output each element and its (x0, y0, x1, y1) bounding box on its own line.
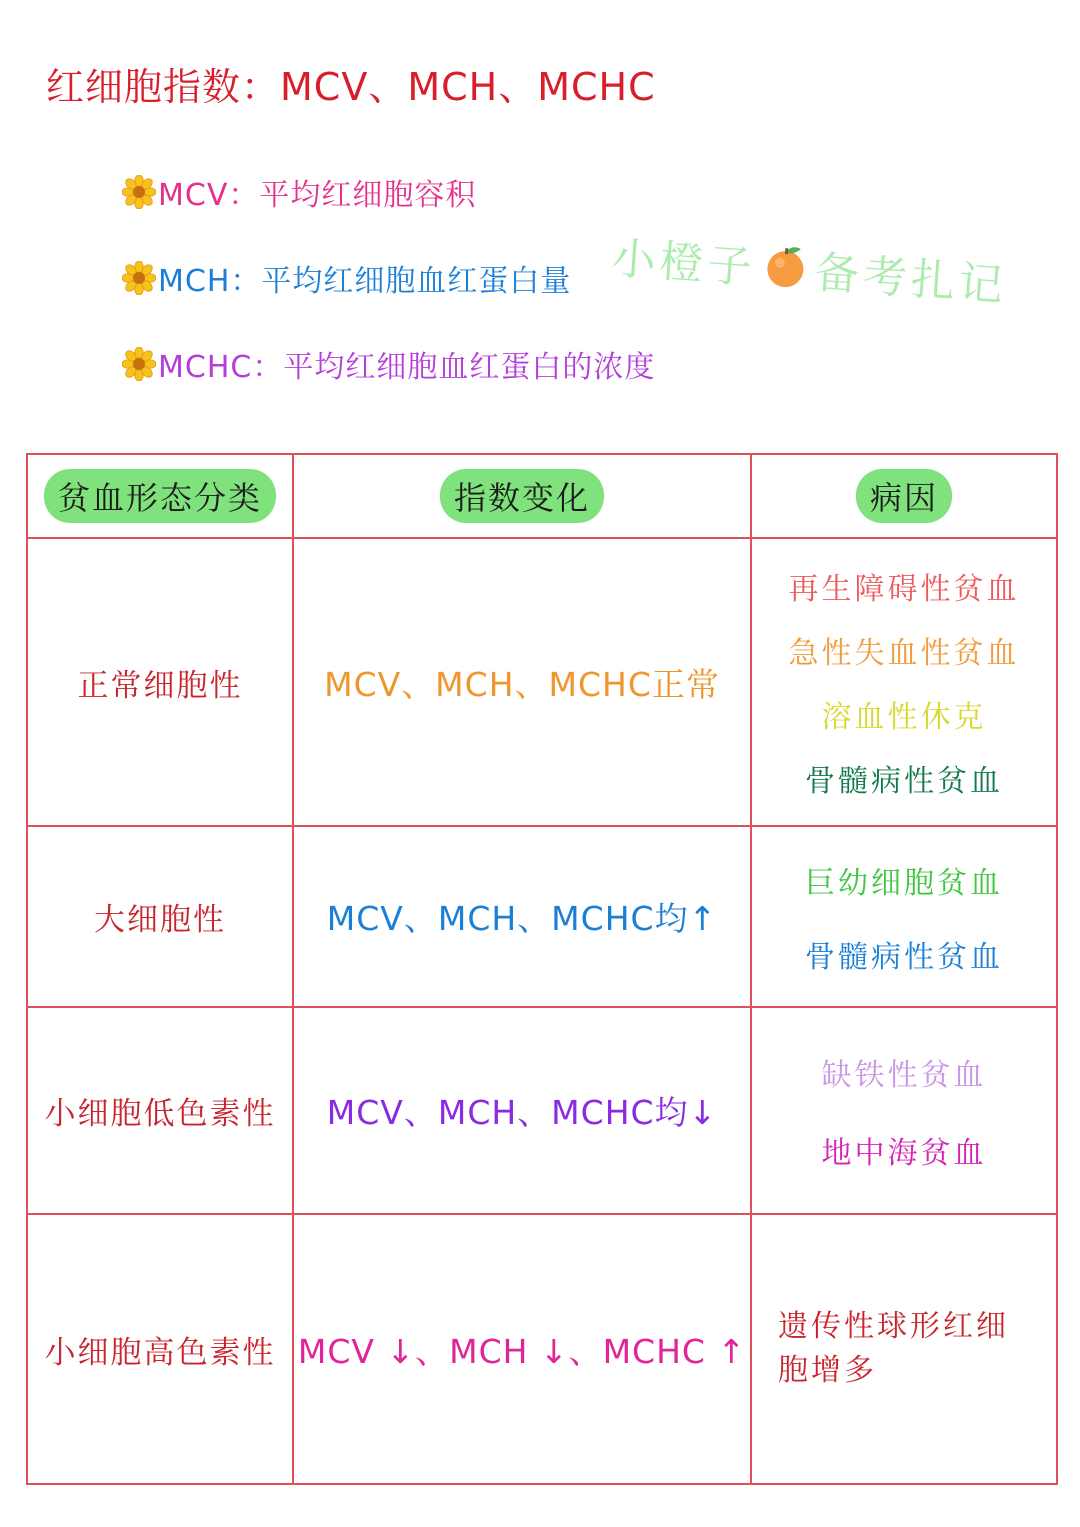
cause-cell (751, 826, 1057, 1007)
index-change: MCV、MCH、MCHC正常 (324, 664, 720, 704)
watermark-text-before: 小橙子 (609, 233, 758, 294)
cause-item: 骨髓病性贫血 (805, 764, 1003, 799)
category-cell (27, 1214, 293, 1484)
definition-mcv (122, 170, 476, 214)
table-row (27, 1214, 1057, 1484)
header-cell (751, 454, 1057, 538)
cause-paragraph: 遗传性球形红细胞增多 (778, 1309, 1009, 1388)
watermark (610, 222, 1009, 313)
cause-item: 缺铁性贫血 (821, 1057, 987, 1093)
table-row (27, 826, 1057, 1007)
index-change: MCV、MCH、MCHC均↑ (326, 899, 718, 938)
table-header-row (27, 454, 1057, 538)
flower-icon (122, 347, 156, 381)
cause-item: 骨髓病性贫血 (805, 939, 1003, 975)
anemia-table (26, 453, 1058, 1485)
header-label: 指数变化 (440, 469, 604, 523)
category-label: 正常细胞性 (77, 667, 243, 704)
page-title: 红细胞指数：MCV、MCH、MCHC (46, 65, 656, 109)
index-cell (293, 826, 751, 1007)
index-cell (293, 1007, 751, 1214)
category-cell (27, 826, 293, 1007)
flower-icon (122, 261, 156, 295)
index-cell (293, 1214, 751, 1484)
watermark-text-after: 备考扎记 (813, 247, 1009, 312)
category-label: 小细胞低色素性 (44, 1096, 276, 1132)
cause-cell (751, 1214, 1057, 1484)
index-cell (293, 538, 751, 826)
index-change: MCV、MCH、MCHC均↓ (326, 1093, 718, 1132)
cause-item: 溶血性休克 (821, 700, 987, 735)
flower-icon (122, 175, 156, 209)
definition-text: MCV：平均红细胞容积 (158, 178, 477, 213)
cause-item: 地中海贫血 (821, 1135, 987, 1171)
category-label: 小细胞高色素性 (44, 1334, 276, 1371)
table-row (27, 1007, 1057, 1214)
orange-icon (760, 241, 811, 292)
header-cell (27, 454, 293, 538)
category-cell (27, 538, 293, 826)
cause-cell (751, 538, 1057, 826)
cause-item: 再生障碍性贫血 (788, 572, 1020, 607)
definition-text: MCH：平均红细胞血红蛋白量 (158, 264, 572, 299)
definition-mch (122, 256, 571, 300)
cause-cell (751, 1007, 1057, 1214)
table-row (27, 538, 1057, 826)
cause-item: 巨幼细胞贫血 (805, 865, 1003, 901)
header-label: 贫血形态分类 (44, 469, 276, 523)
header-cell (293, 454, 751, 538)
category-cell (27, 1007, 293, 1214)
definition-mchc (122, 342, 655, 386)
header-label: 病因 (856, 469, 952, 523)
cause-item: 急性失血性贫血 (788, 636, 1020, 671)
category-label: 大细胞性 (94, 902, 226, 938)
definition-text: MCHC：平均红细胞血红蛋白的浓度 (158, 350, 656, 385)
index-change: MCV ↓、MCH ↓、MCHC ↑ (297, 1331, 747, 1371)
